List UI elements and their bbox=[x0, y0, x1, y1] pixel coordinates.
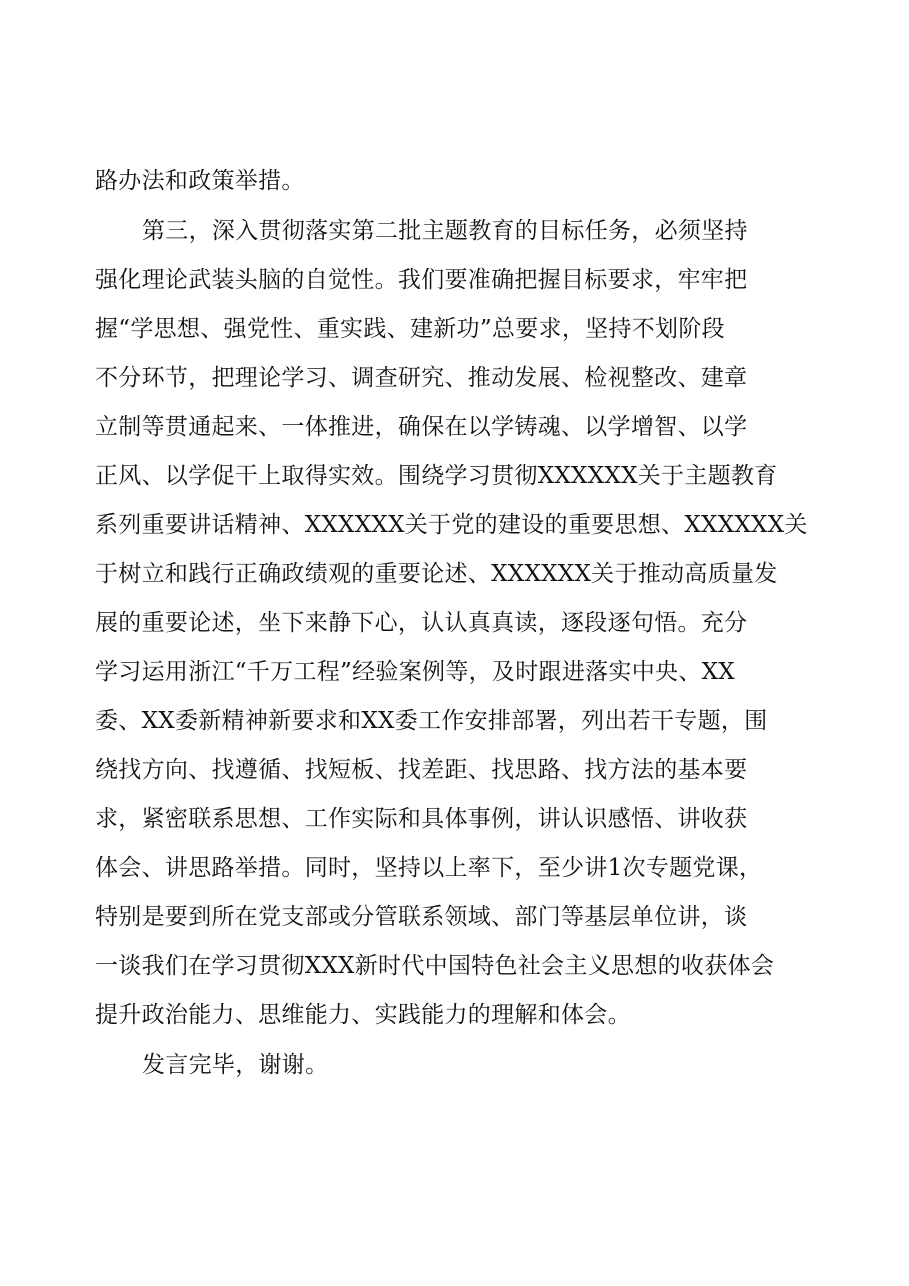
text-line-1: 路办法和政策举措。 bbox=[95, 168, 305, 194]
paragraph-2-line-5: 立制等贯通起来、一体推进，确保在以学铸魂、以学增智、以学 bbox=[95, 414, 748, 440]
paragraph-2-line-17: 提升政治能力、思维能力、实践能力的理解和体会。 bbox=[95, 1002, 631, 1028]
paragraph-2-line-9: 展的重要论述，坐下来静下心，认认真真读，逐段逐句悟。充分 bbox=[95, 610, 748, 636]
closing-remark: 发言完毕，谢谢。 bbox=[142, 1052, 329, 1078]
paragraph-2-line-10: 学习运用浙江“千万工程”经验案例等，及时跟进落实中央、XX bbox=[95, 659, 735, 685]
paragraph-2-line-13: 求，紧密联系思想、工作实际和具体事例，讲认识感悟、讲收获 bbox=[95, 806, 748, 832]
paragraph-2-line-2: 强化理论武装头脑的自觉性。我们要准确把握目标要求，牢牢把 bbox=[95, 267, 748, 293]
paragraph-2-line-1: 第三，深入贯彻落实第二批主题教育的目标任务，必须坚持 bbox=[142, 218, 748, 244]
paragraph-2-line-12: 绕找方向、找遵循、找短板、找差距、找思路、找方法的基本要 bbox=[95, 757, 748, 783]
paragraph-2-line-4: 不分环节，把理论学习、调查研究、推动发展、检视整改、建章 bbox=[95, 365, 748, 391]
paragraph-2-line-11: 委、XX委新精神新要求和XX委工作安排部署，列出若干专题，围 bbox=[95, 708, 768, 734]
paragraph-2-line-3: 握“学思想、强党性、重实践、建新功”总要求，坚持不划阶段 bbox=[95, 316, 725, 342]
paragraph-2-line-7: 系列重要讲话精神、XXXXXX关于党的建设的重要思想、XXXXXX关 bbox=[95, 512, 808, 538]
paragraph-2-line-14: 体会、讲思路举措。同时，坚持以上率下，至少讲1次专题党课， bbox=[95, 855, 763, 881]
paragraph-2-line-16: 一谈我们在学习贯彻XXX新时代中国特色社会主义思想的收获体会 bbox=[95, 953, 775, 979]
paragraph-2-line-8: 于树立和践行正确政绩观的重要论述、XXXXXX关于推动高质量发 bbox=[95, 561, 778, 587]
paragraph-2-line-6: 正风、以学促干上取得实效。围绕学习贯彻XXXXXX关于主题教育 bbox=[95, 463, 778, 489]
paragraph-2-line-15: 特别是要到所在党支部或分管联系领域、部门等基层单位讲，谈 bbox=[95, 904, 748, 930]
